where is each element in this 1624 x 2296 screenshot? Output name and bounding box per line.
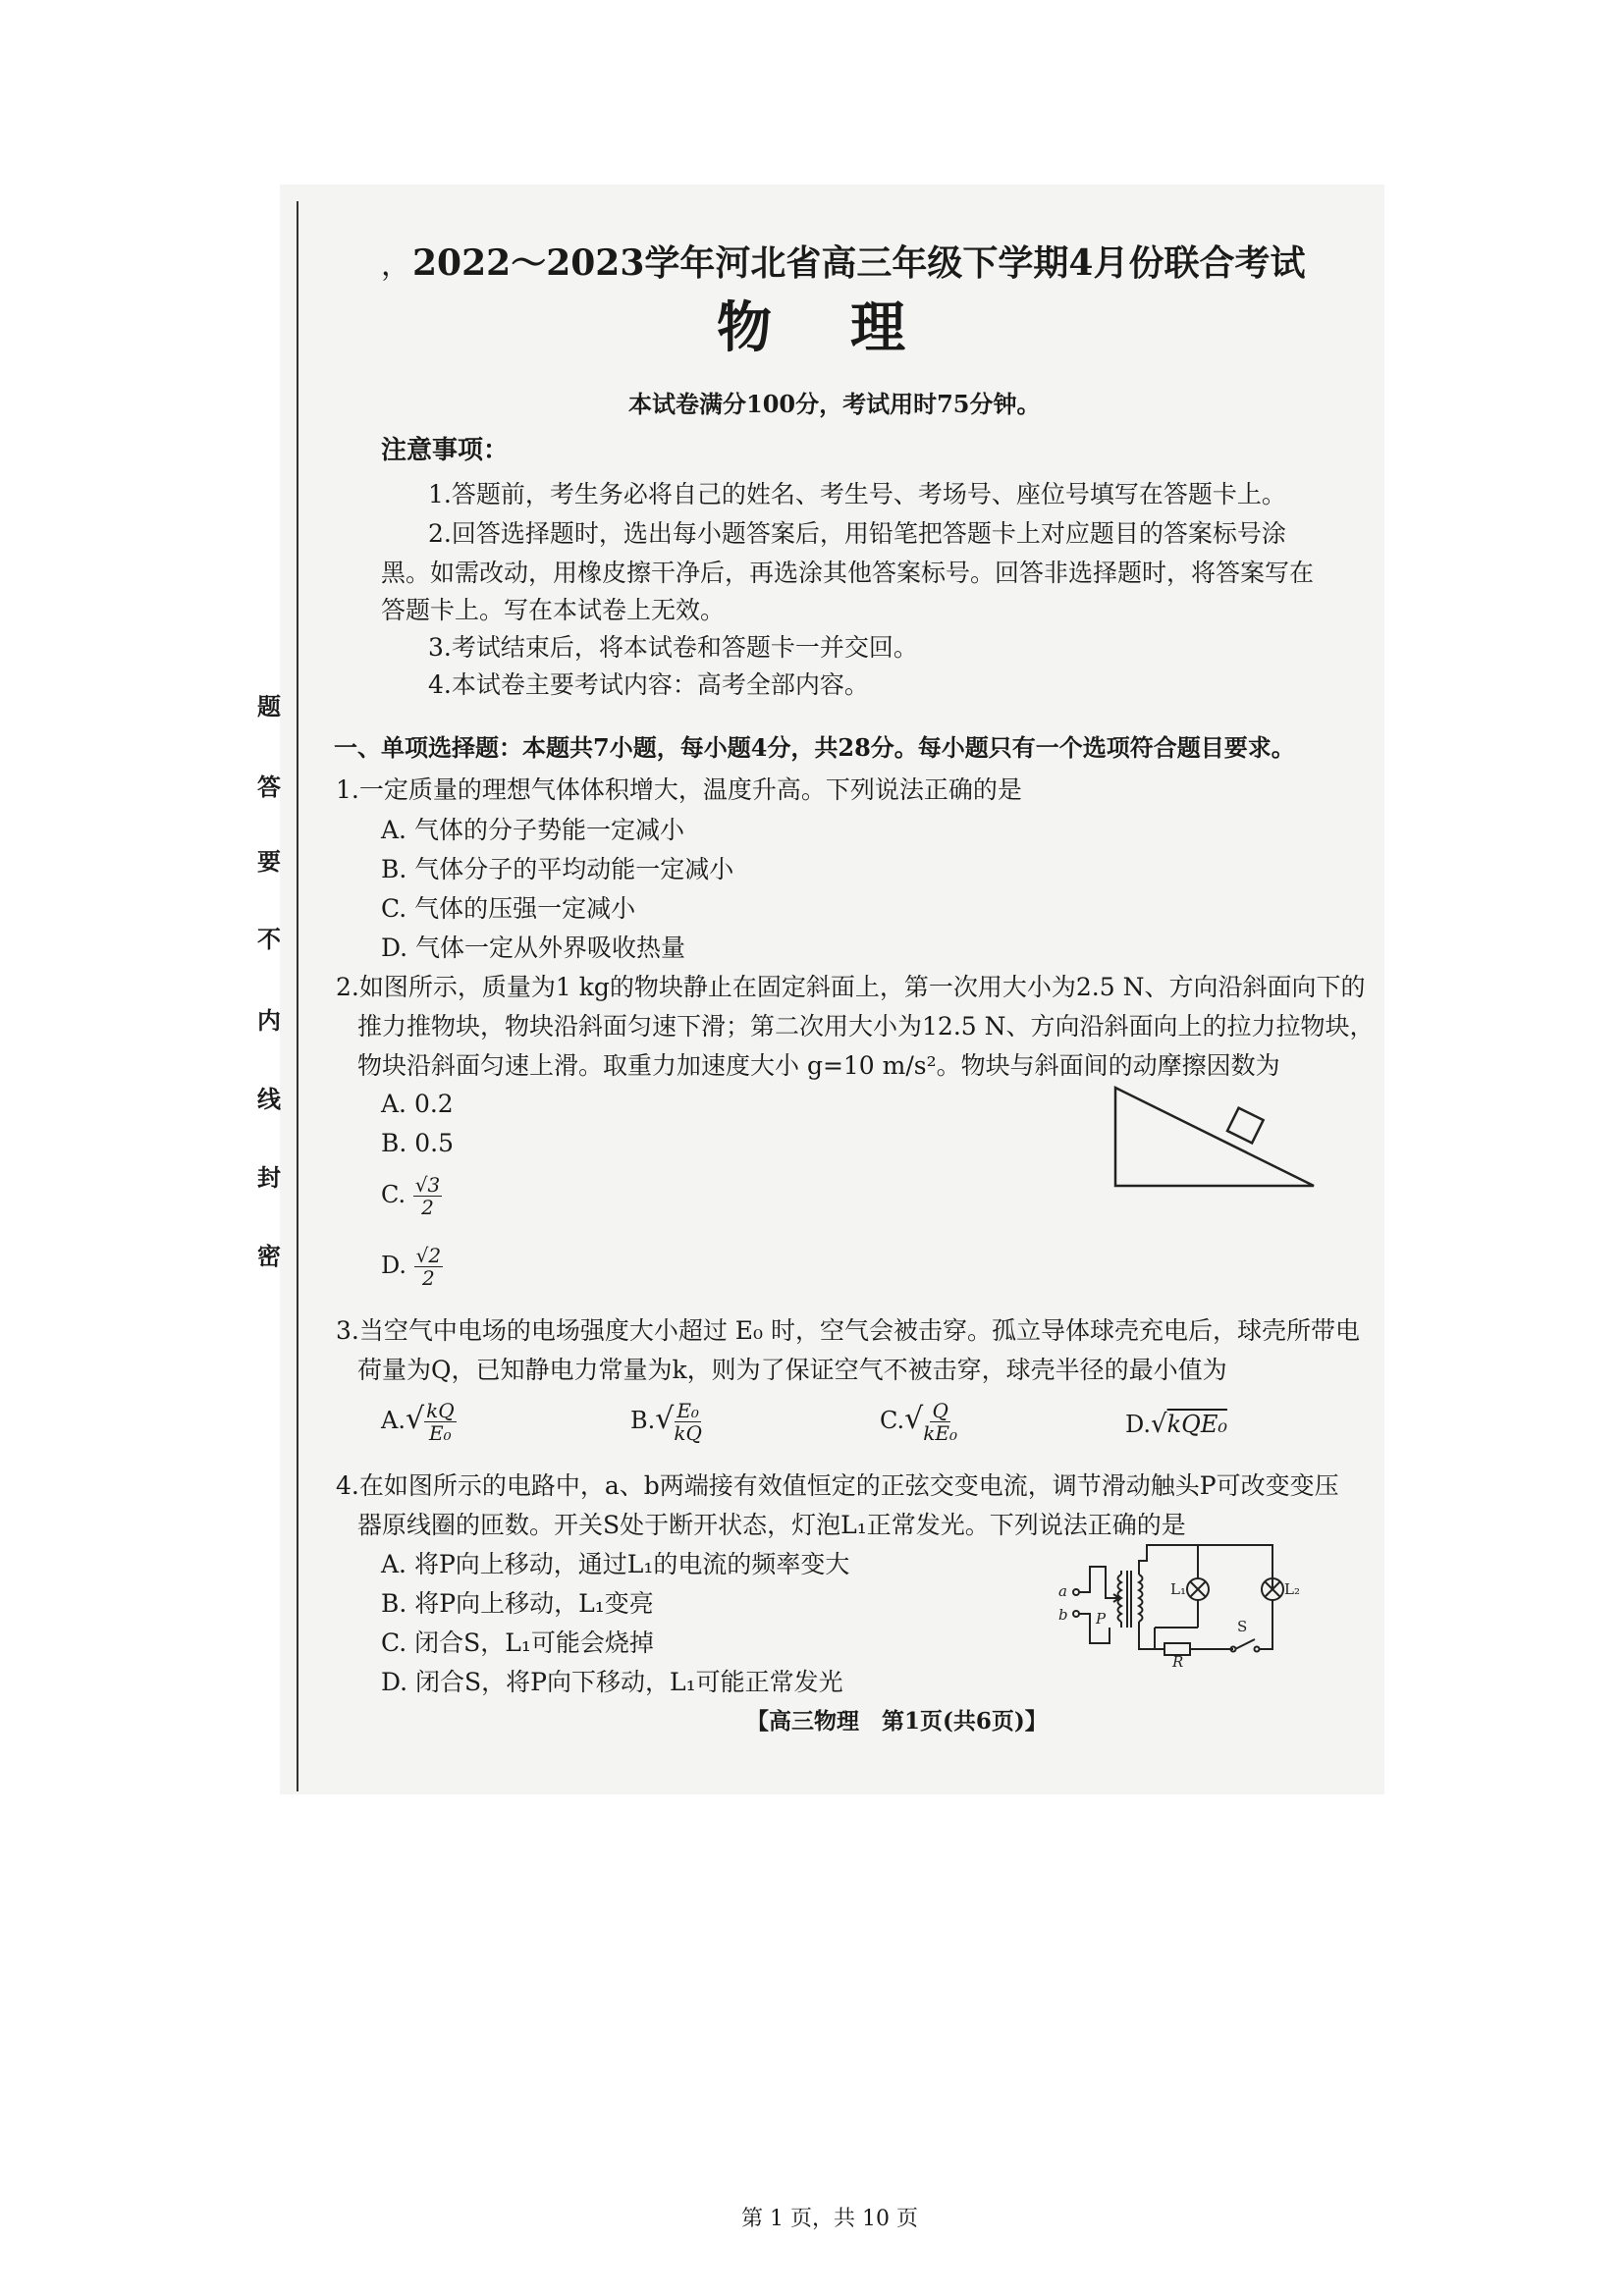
- q4-option-a: A. 将P向上移动，通过L₁的电流的频率变大: [381, 1550, 850, 1578]
- label-a: a: [1058, 1582, 1067, 1600]
- q3-option-c-label: C.: [880, 1407, 905, 1434]
- q3-option-d: [1125, 1410, 1227, 1439]
- page-number: 第 1 页，共 10 页: [741, 2207, 918, 2231]
- q3-a-num: kQ: [426, 1399, 455, 1422]
- q3-option-c-fraction: [923, 1400, 957, 1444]
- q3-stem-line: 3.当空气中电场的电场强度大小超过 E₀ 时，空气会被击穿。孤立导体球壳充电后，球壳所带电: [336, 1316, 1361, 1345]
- q2-option-c-num: √3: [414, 1173, 441, 1197]
- margin-char: 题: [257, 692, 281, 721]
- q3-a-den: E₀: [429, 1421, 452, 1445]
- q1-stem: 1.一定质量的理想气体体积增大，温度升高。下列说法正确的是: [336, 775, 1022, 804]
- incline-triangle: [1115, 1088, 1314, 1186]
- label-r: R: [1172, 1653, 1184, 1671]
- margin-char: 密: [257, 1242, 281, 1270]
- binding-margin-line: [297, 201, 298, 1791]
- q2-option-d-num: √2: [415, 1244, 442, 1267]
- q3-option-b-label: B.: [630, 1407, 656, 1434]
- q2-option-d-den: 2: [422, 1266, 435, 1290]
- sqrt-sign: √: [405, 1402, 425, 1436]
- label-p: P: [1096, 1610, 1107, 1628]
- title-mark: ，: [381, 248, 410, 283]
- q3-stem-line: 荷量为Q，已知静电力常量为k，则为了保证空气不被击穿，球壳半径的最小值为: [357, 1356, 1227, 1384]
- sqrt-sign: √: [655, 1402, 675, 1436]
- margin-char: 线: [257, 1085, 281, 1113]
- secondary-coil: [1139, 1575, 1143, 1622]
- q1-option-a: A. 气体的分子势能一定减小: [381, 816, 684, 844]
- exam-title: 2022～2023学年河北省高三年级下学期4月份联合考试: [412, 242, 1306, 284]
- q2-option-d-fraction: [414, 1245, 443, 1289]
- q2-option-d-label: D.: [381, 1252, 407, 1279]
- margin-char: 答: [257, 773, 281, 801]
- page-footer: 【高三物理 第1页(共6页)】: [746, 1708, 1048, 1735]
- q2-stem-line: 2.如图所示，质量为1 kg的物块静止在固定斜面上，第一次用大小为2.5 N、方向沿斜面向下的: [336, 973, 1366, 1001]
- q3-option-b-fraction: [674, 1400, 702, 1444]
- margin-char: 要: [257, 847, 281, 876]
- label-b: b: [1058, 1606, 1068, 1624]
- subject-title: 物理: [717, 295, 984, 360]
- transformer-circuit-figure: [1049, 1533, 1300, 1671]
- margin-char: 不: [257, 925, 281, 953]
- notice-line: 4.本试卷主要考试内容：高考全部内容。: [428, 670, 869, 699]
- sqrt-sign: √: [1151, 1410, 1167, 1439]
- label-l2: L₂: [1284, 1580, 1300, 1598]
- q2-stem-line: 推力推物块，物块沿斜面匀速下滑；第二次用大小为12.5 N、方向沿斜面向上的拉力拉物块，: [357, 1012, 1375, 1041]
- q1-option-c: C. 气体的压强一定减小: [381, 894, 636, 923]
- label-l1: L₁: [1170, 1580, 1186, 1598]
- sqrt-sign: √: [904, 1402, 924, 1436]
- q2-option-a: A. 0.2: [381, 1090, 454, 1118]
- score-line: 本试卷满分100分，考试用时75分钟。: [628, 390, 1041, 418]
- notice-heading: 注意事项：: [381, 436, 510, 465]
- q1-option-d: D. 气体一定从外界吸收热量: [381, 934, 686, 962]
- q2-option-c: [381, 1174, 442, 1218]
- margin-char: 封: [257, 1163, 281, 1192]
- transformer-core: [1127, 1571, 1131, 1628]
- q2-option-c-fraction: [413, 1174, 442, 1218]
- block-on-incline: [1227, 1108, 1264, 1144]
- q3-b-num: E₀: [677, 1399, 699, 1422]
- q4-option-b: B. 将P向上移动，L₁变亮: [381, 1589, 654, 1618]
- notice-line: 黑。如需改动，用橡皮擦干净后，再选涂其他答案标号。回答非选择题时，将答案写在: [381, 559, 1315, 587]
- notice-line: 3.考试结束后，将本试卷和答题卡一并交回。: [428, 633, 918, 662]
- margin-char: 内: [257, 1006, 281, 1035]
- q4-stem-line: 器原线圈的匝数。开关S处于断开状态，灯泡L₁正常发光。下列说法正确的是: [357, 1511, 1186, 1539]
- q3-b-den: kQ: [674, 1421, 702, 1445]
- q1-option-b: B. 气体分子的平均动能一定减小: [381, 855, 734, 883]
- q3-c-num: Q: [932, 1399, 948, 1422]
- q3-option-d-label: D.: [1125, 1411, 1152, 1438]
- q3-option-b: [630, 1400, 702, 1444]
- section-heading: 一、单项选择题：本题共7小题，每小题4分，共28分。每小题只有一个选项符合题目要求。: [334, 733, 1295, 762]
- q3-c-den: kE₀: [923, 1421, 958, 1445]
- incline-figure: [1110, 1080, 1321, 1188]
- q3-option-a-fraction: [424, 1400, 457, 1444]
- q2-option-d: [381, 1245, 443, 1289]
- terminal-b: [1073, 1611, 1079, 1617]
- q3-option-c: [880, 1400, 957, 1444]
- notice-line: 2.回答选择题时，选出每小题答案后，用铅笔把答题卡上对应题目的答案标号涂: [428, 519, 1286, 548]
- terminal-a: [1073, 1589, 1079, 1595]
- q2-stem-line: 物块沿斜面匀速上滑。取重力加速度大小 g=10 m/s²。物块与斜面间的动摩擦因数为: [357, 1051, 1280, 1080]
- notice-line: 答题卡上。写在本试卷上无效。: [381, 596, 726, 624]
- switch-s: [1235, 1639, 1255, 1649]
- q4-option-c: C. 闭合S，L₁可能会烧掉: [381, 1629, 654, 1657]
- q2-option-c-den: 2: [421, 1196, 434, 1219]
- label-s: S: [1237, 1618, 1248, 1635]
- q2-option-c-label: C.: [381, 1181, 406, 1208]
- q4-stem-line: 4.在如图所示的电路中，a、b两端接有效值恒定的正弦交变电流，调节滑动触头P可改变变压: [336, 1471, 1339, 1500]
- notice-line: 1.答题前，考生务必将自己的姓名、考生号、考场号、座位号填写在答题卡上。: [428, 480, 1286, 508]
- q2-option-b: B. 0.5: [381, 1129, 455, 1157]
- q3-d-expr: kQE₀: [1166, 1411, 1227, 1438]
- q3-option-a-label: A.: [381, 1407, 406, 1434]
- q3-option-a: [381, 1400, 457, 1444]
- q4-option-d: D. 闭合S，将P向下移动，L₁可能正常发光: [381, 1668, 843, 1696]
